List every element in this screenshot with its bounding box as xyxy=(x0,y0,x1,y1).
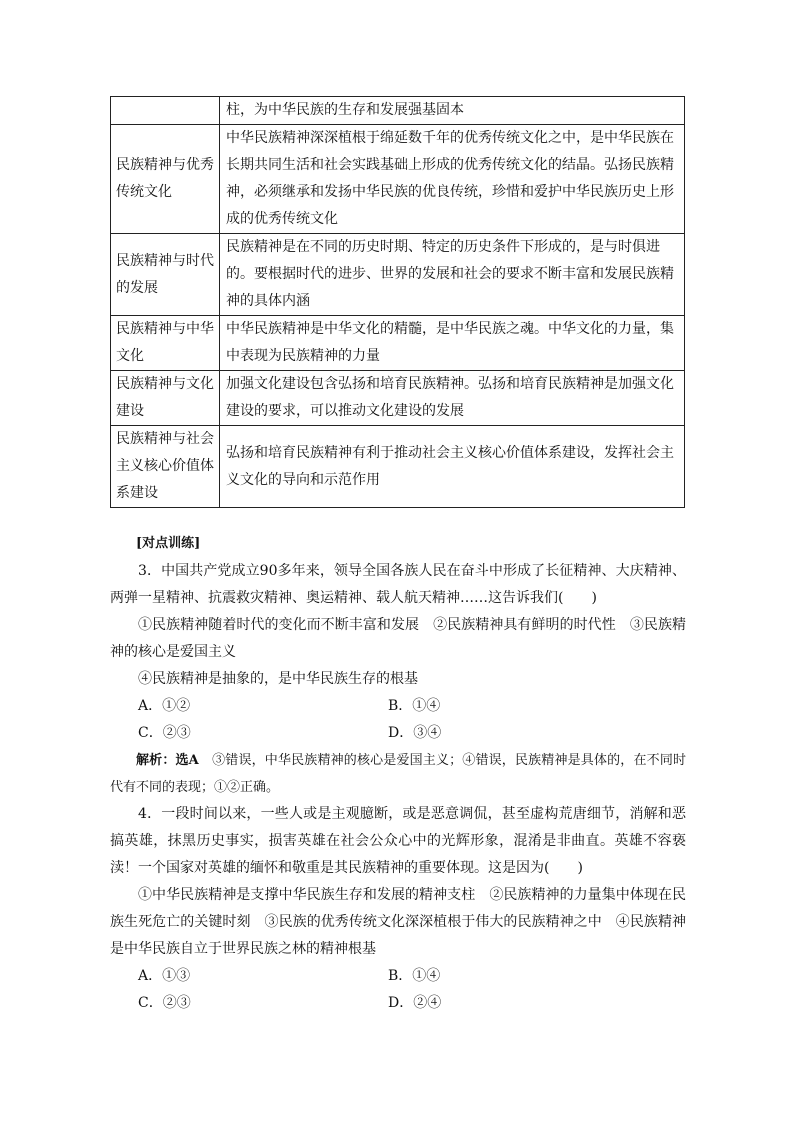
table-cell-topic xyxy=(111,97,220,125)
table-row xyxy=(111,316,685,371)
section-title: [对点训练] xyxy=(136,536,201,551)
question-4-options-row-1 xyxy=(110,963,686,990)
exercise-section xyxy=(110,530,686,1017)
question-3-statements: ①民族精神随着时代的变化而不断丰富和发展 ②民族精神具有鲜明的时代性 ③民族精神的核心是爱国主义 xyxy=(110,617,686,660)
option-a[interactable]: A．①② xyxy=(138,698,191,714)
option-b[interactable]: B．①④ xyxy=(388,968,441,984)
table-cell-content: 中华民族精神深深植根于绵延数千年的优秀传统文化之中，是中华民族在长期共同生活和社会实践基础上形成的优秀传统文化的结晶。弘扬民族精神，必须继承和发扬中华民族的优良传统，珍惜和爱护中华民族历史上形成的优秀传统文化 xyxy=(220,125,685,234)
question-3-options-row-2 xyxy=(110,720,686,747)
table-cell-topic: 民族精神与中华文化 xyxy=(111,316,220,371)
analysis-body: ③错误，中华民族精神的核心是爱国主义；④错误，民族精神是具体的，在不同时代有不同的表现；①②正确。 xyxy=(110,753,686,795)
option-c[interactable]: C．②③ xyxy=(138,995,191,1011)
table-row xyxy=(111,426,685,508)
option-c[interactable]: C．②③ xyxy=(138,725,191,741)
question-3-options-row-1 xyxy=(110,693,686,720)
question-3-analysis xyxy=(110,747,686,801)
question-4-stem: 4．一段时间以来，一些人或是主观臆断，或是恶意调侃，甚至虚构荒唐细节，消解和恶搞英雄，抹黑历史事实，损害英雄在社会公众心中的光辉形象，混淆是非曲直。英雄不容亵渎！一个国家对英雄的缅怀和敬重是其民族精神的重要体现。这是因为( ) xyxy=(110,806,686,876)
table-cell-content: 加强文化建设包含弘扬和培育民族精神。弘扬和培育民族精神是加强文化建设的要求，可以推动文化建设的发展 xyxy=(220,371,685,426)
table-cell-content: 柱，为中华民族的生存和发展强基固本 xyxy=(220,97,685,125)
table-cell-content: 弘扬和培育民族精神有利于推动社会主义核心价值体系建设，发挥社会主义文化的导向和示范作用 xyxy=(220,426,685,508)
concept-table xyxy=(110,96,685,508)
table-row xyxy=(111,125,685,234)
option-d[interactable]: D．②④ xyxy=(388,995,442,1011)
table-cell-content: 民族精神是在不同的历史时期、特定的历史条件下形成的，是与时俱进的。要根据时代的进步、世界的发展和社会的要求不断丰富和发展民族精神的具体内涵 xyxy=(220,234,685,316)
question-4-options-row-2 xyxy=(110,990,686,1017)
table-cell-topic: 民族精神与社会主义核心价值体系建设 xyxy=(111,426,220,508)
question-3-stem: 3．中国共产党成立90多年来，领导全国各族人民在奋斗中形成了长征精神、大庆精神、两弹一星精神、抗震救灾精神、奥运精神、载人航天精神……这告诉我们( ) xyxy=(110,563,686,606)
table-cell-topic: 民族精神与文化建设 xyxy=(111,371,220,426)
option-a[interactable]: A．①③ xyxy=(138,968,191,984)
table-row xyxy=(111,234,685,316)
table-row xyxy=(111,371,685,426)
table-cell-content: 中华民族精神是中华文化的精髓，是中华民族之魂。中华文化的力量，集中表现为民族精神的力量 xyxy=(220,316,685,371)
table-cell-topic: 民族精神与时代的发展 xyxy=(111,234,220,316)
analysis-tag: 解析：选A xyxy=(136,753,199,768)
option-b[interactable]: B．①④ xyxy=(388,698,441,714)
table-cell-topic: 民族精神与优秀传统文化 xyxy=(111,125,220,234)
question-3-statements-extra: ④民族精神是抽象的，是中华民族生存的根基 xyxy=(138,671,418,687)
table-row xyxy=(111,97,685,125)
option-d[interactable]: D．③④ xyxy=(388,725,442,741)
question-4-statements: ①中华民族精神是支撑中华民族生存和发展的精神支柱 ②民族精神的力量集中体现在民族生死危亡的关键时刻 ③民族的优秀传统文化深深植根于伟大的民族精神之中 ④民族精神是中华民族自立于世界民族之林的精神根基 xyxy=(110,887,686,957)
